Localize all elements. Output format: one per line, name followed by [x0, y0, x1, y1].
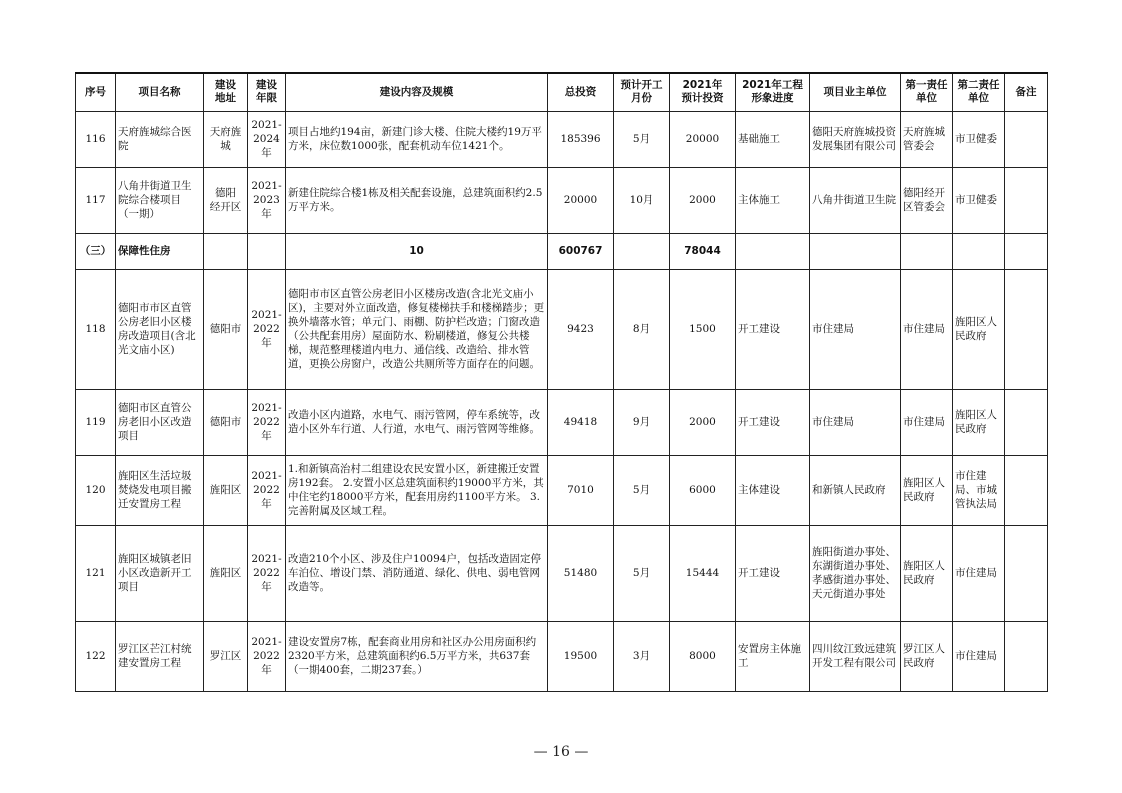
owner-unit: 旌阳街道办事处、东湖街道办事处、孝感街道办事处、天元街道办事处: [810, 525, 901, 621]
investment-2021: 2000: [670, 389, 736, 455]
col-content-header: 建设内容及规模: [286, 73, 548, 111]
empty-cell: [204, 233, 248, 269]
first-responsible: 天府旌城管委会: [901, 111, 953, 167]
build-address: 旌阳区: [204, 525, 248, 621]
row-number: 116: [76, 111, 116, 167]
project-name: 旌阳区城镇老旧小区改造新开工项目: [116, 525, 204, 621]
empty-cell: [736, 233, 810, 269]
col-2021-investment-header: 2021年 预计投资: [670, 73, 736, 111]
row-number: 119: [76, 389, 116, 455]
investment-2021: 2000: [670, 167, 736, 233]
start-month: 5月: [614, 111, 670, 167]
project-table: [75, 72, 1048, 692]
col-years-header: 建设 年限: [248, 73, 286, 111]
total-investment: 9423: [548, 269, 614, 389]
build-address: 罗江区: [204, 621, 248, 691]
col-second-responsible-header: 第二责任 单位: [953, 73, 1005, 111]
col-2021-progress-header: 2021年工程 形象进度: [736, 73, 810, 111]
second-responsible: 市住建局、市城管执法局: [953, 455, 1005, 525]
project-name: 旌阳区生活垃圾焚烧发电项目搬迁安置房工程: [116, 455, 204, 525]
empty-cell: [901, 233, 953, 269]
build-address: 旌阳区: [204, 455, 248, 525]
start-month: 8月: [614, 269, 670, 389]
first-responsible: 市住建局: [901, 269, 953, 389]
row-number: 122: [76, 621, 116, 691]
build-years: 2021- 2022年: [248, 389, 286, 455]
start-month: 5月: [614, 455, 670, 525]
second-responsible: 市住建局: [953, 621, 1005, 691]
remarks: [1005, 269, 1048, 389]
owner-unit: 市住建局: [810, 269, 901, 389]
start-month: 5月: [614, 525, 670, 621]
total-investment: 20000: [548, 167, 614, 233]
progress-2021: 开工建设: [736, 389, 810, 455]
col-first-responsible-header: 第一责任 单位: [901, 73, 953, 111]
header-row: [76, 73, 1048, 111]
first-responsible: 德阳经开区管委会: [901, 167, 953, 233]
remarks: [1005, 621, 1048, 691]
project-name: 德阳市市区直管公房老旧小区楼房改造项目(含北光文庙小区): [116, 269, 204, 389]
table-row: [76, 621, 1048, 691]
build-address: 德阳市: [204, 389, 248, 455]
section-row: [76, 233, 1048, 269]
second-responsible: 旌阳区人民政府: [953, 269, 1005, 389]
first-responsible: 旌阳区人民政府: [901, 525, 953, 621]
empty-cell: [953, 233, 1005, 269]
build-content: 改造小区内道路，水电气、雨污管网，停车系统等，改造小区外车行道、人行道，水电气、雨污管网等维修。: [286, 389, 548, 455]
table-row: [76, 389, 1048, 455]
col-name-header: 项目名称: [116, 73, 204, 111]
row-number: 118: [76, 269, 116, 389]
row-number: 121: [76, 525, 116, 621]
total-investment: 19500: [548, 621, 614, 691]
row-number: 117: [76, 167, 116, 233]
second-responsible: 旌阳区人民政府: [953, 389, 1005, 455]
second-responsible: 市住建局: [953, 525, 1005, 621]
build-content: 建设安置房7栋，配套商业用房和社区办公用房面积约2320平方米，总建筑面积约6.5万平方米，共637套（一期400套，二期237套。）: [286, 621, 548, 691]
section-investment-2021: 78044: [670, 233, 736, 269]
build-content: 1.和新镇高治村二组建设农民安置小区，新建搬迁安置房192套。 2.安置小区总建筑面积约19000平方米，其中住宅约18000平方米，配套用房约1100平方米。 3.完善附属及区域工程。: [286, 455, 548, 525]
col-total-investment-header: 总投资: [548, 73, 614, 111]
col-no-header: 序号: [76, 73, 116, 111]
progress-2021: 安置房主体施工: [736, 621, 810, 691]
start-month: 3月: [614, 621, 670, 691]
col-owner-header: 项目业主单位: [810, 73, 901, 111]
table-row: [76, 167, 1048, 233]
progress-2021: 主体施工: [736, 167, 810, 233]
owner-unit: 市住建局: [810, 389, 901, 455]
total-investment: 49418: [548, 389, 614, 455]
remarks: [1005, 455, 1048, 525]
first-responsible: 旌阳区人民政府: [901, 455, 953, 525]
project-name: 八角井街道卫生院综合楼项目（一期）: [116, 167, 204, 233]
total-investment: 7010: [548, 455, 614, 525]
build-content: 项目占地约194亩，新建门诊大楼、住院大楼约19万平方米，床位数1000张，配套机动车位1421个。: [286, 111, 548, 167]
table-row: [76, 269, 1048, 389]
second-responsible: 市卫健委: [953, 111, 1005, 167]
page-number: — 16 —: [533, 744, 589, 760]
second-responsible: 市卫健委: [953, 167, 1005, 233]
investment-2021: 1500: [670, 269, 736, 389]
col-address-header: 建设 地址: [204, 73, 248, 111]
investment-2021: 15444: [670, 525, 736, 621]
owner-unit: 八角井街道卫生院: [810, 167, 901, 233]
row-number: 120: [76, 455, 116, 525]
build-years: 2021- 2022年: [248, 621, 286, 691]
section-count: 10: [286, 233, 548, 269]
build-content: 改造210个小区、涉及住户10094户，包括改造固定停车泊位、增设门禁、消防通道、绿化、供电、弱电管网改造等。: [286, 525, 548, 621]
section-number: （三）: [76, 233, 116, 269]
build-content: 德阳市市区直管公房老旧小区楼房改造(含北光文庙小区)，主要对外立面改造，修复楼梯扶手和楼梯踏步；更换外墙落水管；单元门、雨棚、防护栏改造；门窗改造（公共配套用房）屋面防水、粉刷楼道，修复公共楼梯，规范整理楼道内电力、通信线、改造给、排水管道，更换公房窗户，改造公共厕所等方面存在的问题。: [286, 269, 548, 389]
progress-2021: 基础施工: [736, 111, 810, 167]
section-name: 保障性住房: [116, 233, 204, 269]
investment-2021: 6000: [670, 455, 736, 525]
section-total: 600767: [548, 233, 614, 269]
build-address: 德阳市: [204, 269, 248, 389]
progress-2021: 主体建设: [736, 455, 810, 525]
col-start-month-header: 预计开工 月份: [614, 73, 670, 111]
build-years: 2021- 2024年: [248, 111, 286, 167]
build-years: 2021- 2022年: [248, 455, 286, 525]
total-investment: 185396: [548, 111, 614, 167]
owner-unit: 和新镇人民政府: [810, 455, 901, 525]
start-month: 10月: [614, 167, 670, 233]
remarks: [1005, 111, 1048, 167]
empty-cell: [810, 233, 901, 269]
start-month: 9月: [614, 389, 670, 455]
owner-unit: 四川纹江致远建筑开发工程有限公司: [810, 621, 901, 691]
empty-cell: [1005, 233, 1048, 269]
progress-2021: 开工建设: [736, 525, 810, 621]
build-address: 德阳 经开区: [204, 167, 248, 233]
project-name: 罗江区芒江村统建安置房工程: [116, 621, 204, 691]
project-name: 德阳市区直管公房老旧小区改造项目: [116, 389, 204, 455]
progress-2021: 开工建设: [736, 269, 810, 389]
owner-unit: 德阳天府旌城投资发展集团有限公司: [810, 111, 901, 167]
remarks: [1005, 389, 1048, 455]
build-content: 新建住院综合楼1栋及相关配套设施，总建筑面积约2.5万平方米。: [286, 167, 548, 233]
build-years: 2021- 2023年: [248, 167, 286, 233]
empty-cell: [248, 233, 286, 269]
remarks: [1005, 525, 1048, 621]
investment-2021: 8000: [670, 621, 736, 691]
table-row: [76, 525, 1048, 621]
build-years: 2021- 2022年: [248, 525, 286, 621]
first-responsible: 罗江区人民政府: [901, 621, 953, 691]
project-name: 天府旌城综合医院: [116, 111, 204, 167]
empty-cell: [614, 233, 670, 269]
investment-2021: 20000: [670, 111, 736, 167]
first-responsible: 市住建局: [901, 389, 953, 455]
col-remarks-header: 备注: [1005, 73, 1048, 111]
table-row: [76, 111, 1048, 167]
remarks: [1005, 167, 1048, 233]
build-address: 天府旌城: [204, 111, 248, 167]
total-investment: 51480: [548, 525, 614, 621]
build-years: 2021- 2022年: [248, 269, 286, 389]
table-row: [76, 455, 1048, 525]
